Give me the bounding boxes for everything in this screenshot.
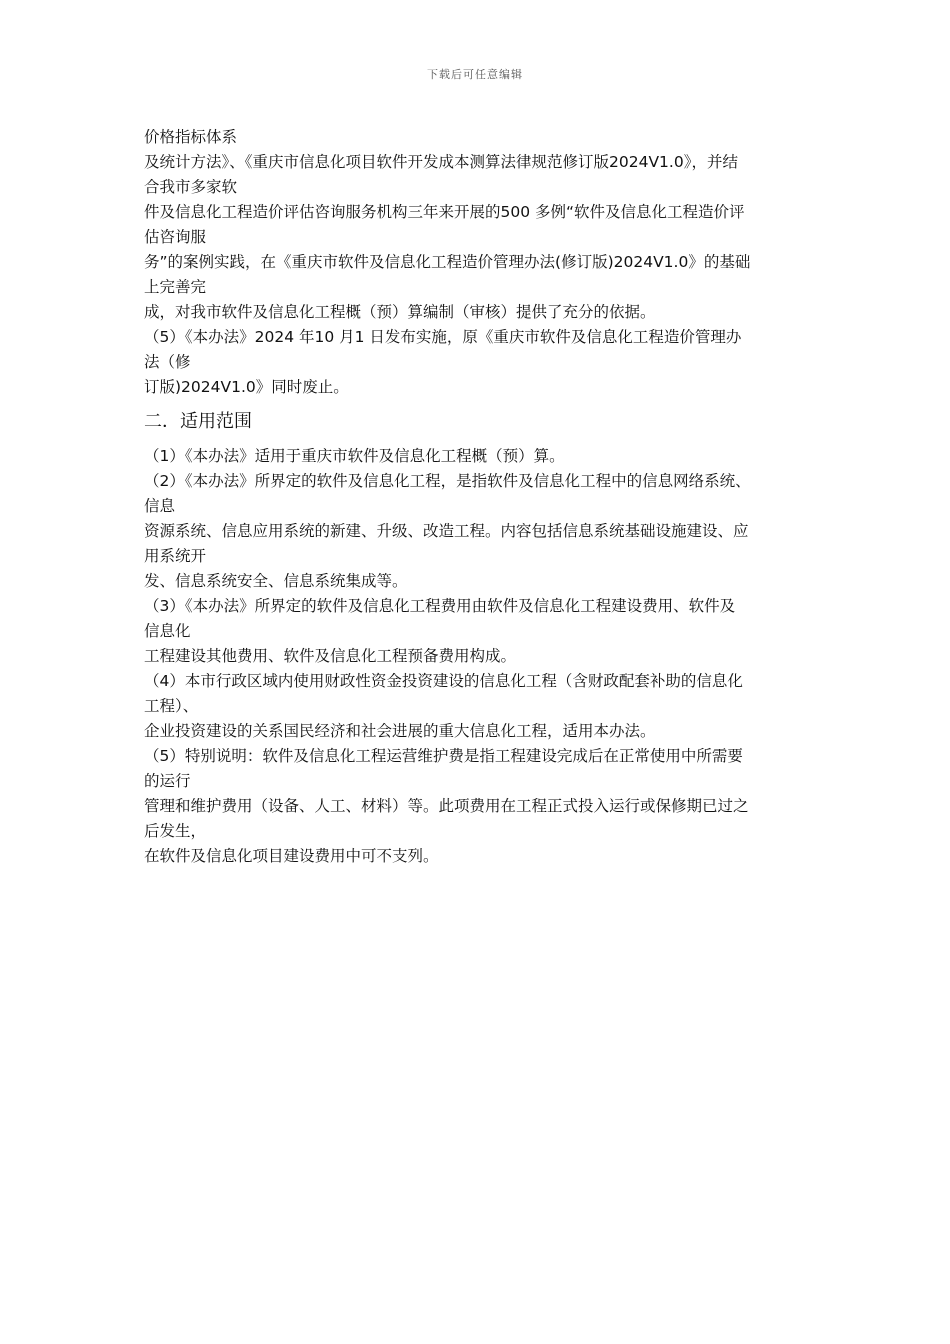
- paragraph-line: （5）特别说明：软件及信息化工程运营维护费是指工程建设完成后在正常使用中所需要: [144, 747, 743, 765]
- paragraph-line: 件及信息化工程造价评估咨询服务机构三年来开展的500 多例“软件及信息化工程造价评: [144, 203, 745, 221]
- paragraph-line: 订版)2024V1.0》同时废止。: [144, 378, 349, 396]
- paragraph-line: 在软件及信息化项目建设费用中可不支列。: [144, 847, 439, 865]
- paragraph-line: 上完善完: [144, 278, 207, 296]
- paragraph-line: 成，对我市软件及信息化工程概（预）算编制（审核）提供了充分的依据。: [144, 303, 656, 321]
- paragraph-line: 务”的案例实践，在《重庆市软件及信息化工程造价管理办法(修订版)2024V1.0》的基础: [144, 253, 751, 271]
- paragraph-line: 价格指标体系: [144, 128, 238, 146]
- paragraph-line: 估咨询服: [144, 228, 207, 246]
- paragraph-line: 工程建设其他费用、软件及信息化工程预备费用构成。: [144, 647, 517, 665]
- paragraph-line: 企业投资建设的关系国民经济和社会进展的重大信息化工程，适用本办法。: [144, 722, 656, 740]
- paragraph-line: （5）《本办法》2024 年10 月1 日发布实施，原《重庆市软件及信息化工程造价管理办: [144, 328, 742, 346]
- paragraph-line: 管理和维护费用（设备、人工、材料）等。此项费用在工程正式投入运行或保修期已过之: [144, 797, 749, 815]
- paragraph-line: （2）《本办法》所界定的软件及信息化工程，是指软件及信息化工程中的信息网络系统、: [144, 472, 751, 490]
- paragraph-line: 及统计方法》、《重庆市信息化项目软件开发成本测算法律规范修订版2024V1.0》，并结: [144, 153, 738, 171]
- paragraph-line: 信息: [144, 497, 176, 515]
- paragraph-line: 合我市多家软: [144, 178, 238, 196]
- paragraph-line: 的运行: [144, 772, 191, 790]
- paragraph-line: 后发生，: [144, 822, 207, 840]
- paragraph-line: （3）《本办法》所界定的软件及信息化工程费用由软件及信息化工程建设费用、软件及: [144, 597, 736, 615]
- paragraph-line: 工程）、: [144, 697, 199, 715]
- paragraph-line: （1）《本办法》适用于重庆市软件及信息化工程概（预）算。: [144, 447, 565, 465]
- page-header-note: 下载后可任意编辑: [427, 68, 523, 81]
- paragraph-line: 信息化: [144, 622, 191, 640]
- document-body: [144, 125, 814, 869]
- section-heading: 二．适用范围: [144, 411, 252, 432]
- paragraph-line: 用系统开: [144, 547, 207, 565]
- paragraph-line: （4）本市行政区域内使用财政性资金投资建设的信息化工程（含财政配套补助的信息化: [144, 672, 743, 690]
- paragraph-line: 法（修: [144, 353, 191, 371]
- paragraph-line: 发、信息系统安全、信息系统集成等。: [144, 572, 408, 590]
- paragraph-line: 资源系统、信息应用系统的新建、升级、改造工程。内容包括信息系统基础设施建设、应: [144, 522, 749, 540]
